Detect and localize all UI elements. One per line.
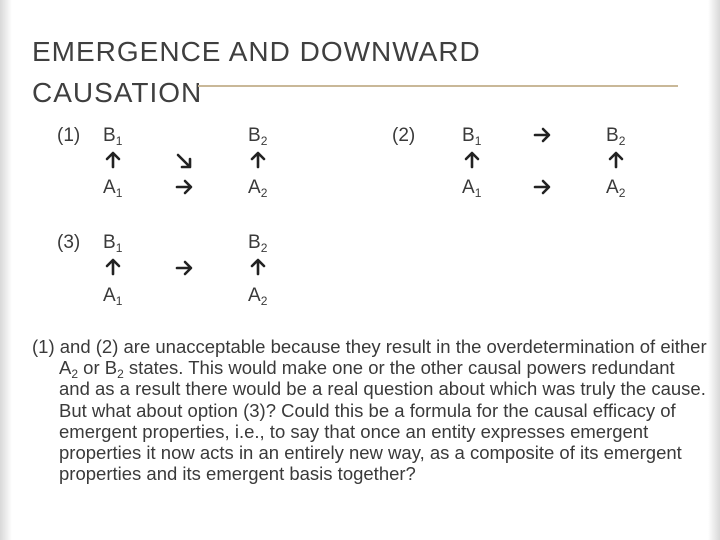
diagram-3-arrow-up-icon-2 bbox=[249, 258, 267, 276]
diagram-2-b1: $B_1$ bbox=[462, 125, 482, 148]
diagram-3-a1: $A_1$ bbox=[103, 285, 123, 308]
title-underline bbox=[198, 85, 678, 87]
body-paragraph bbox=[32, 336, 708, 484]
diagram-2-label: (2) bbox=[392, 125, 416, 146]
diagram-2-b2: $B_2$ bbox=[606, 125, 626, 148]
diagram-1-label: (1) bbox=[57, 125, 81, 146]
diagram-1-arrow-right-icon bbox=[175, 178, 193, 196]
diagram-2-arrow-right-icon bbox=[533, 126, 551, 144]
diagram-3-a2: $A_2$ bbox=[248, 285, 268, 308]
paragraph-text: (1) and (2) are unacceptable because they result in the overdetermination of either $A_2$ or $B_2$ states. This would make one or the other causal powers redundant and as a result there would be a real question about which was truly the cause. But what about option (3)? Could this be a formula for the causal efficacy of emergent properties, i.e., to say that once an entity expresses emergent properties it now acts in an entirely new way, as a composite of its emergent properties and its emergent basis together? bbox=[32, 336, 707, 485]
diagram-3-b1: $B_1$ bbox=[103, 232, 123, 255]
diagram-1-a1: $A_1$ bbox=[103, 177, 123, 200]
slide-title: EMERGENCE AND DOWNWARD CAUSATION bbox=[32, 36, 481, 108]
slide-left-edge bbox=[0, 0, 12, 540]
diagram-1-a2: $A_2$ bbox=[248, 177, 268, 200]
diagram-3-arrow-right-icon bbox=[175, 259, 193, 277]
diagram-3-arrow-up-icon bbox=[104, 258, 122, 276]
diagram-1-arrow-down-right-icon bbox=[175, 152, 193, 170]
diagram-3-label: (3) bbox=[57, 232, 81, 253]
diagram-1-arrow-up-icon-2 bbox=[249, 151, 267, 169]
diagram-1-arrow-up-icon bbox=[104, 151, 122, 169]
diagram-2-arrow-right-icon-2 bbox=[533, 178, 551, 196]
diagram-3-b2: $B_2$ bbox=[248, 232, 268, 255]
diagram-1-b2: $B_2$ bbox=[248, 125, 268, 148]
slide-right-edge bbox=[708, 0, 720, 540]
diagram-2-a2: $A_2$ bbox=[606, 177, 626, 200]
diagram-2-arrow-up-icon-2 bbox=[607, 151, 625, 169]
diagram-1-b1: $B_1$ bbox=[103, 125, 123, 148]
diagram-2-a1: $A_1$ bbox=[462, 177, 482, 200]
diagram-2-arrow-up-icon bbox=[463, 151, 481, 169]
